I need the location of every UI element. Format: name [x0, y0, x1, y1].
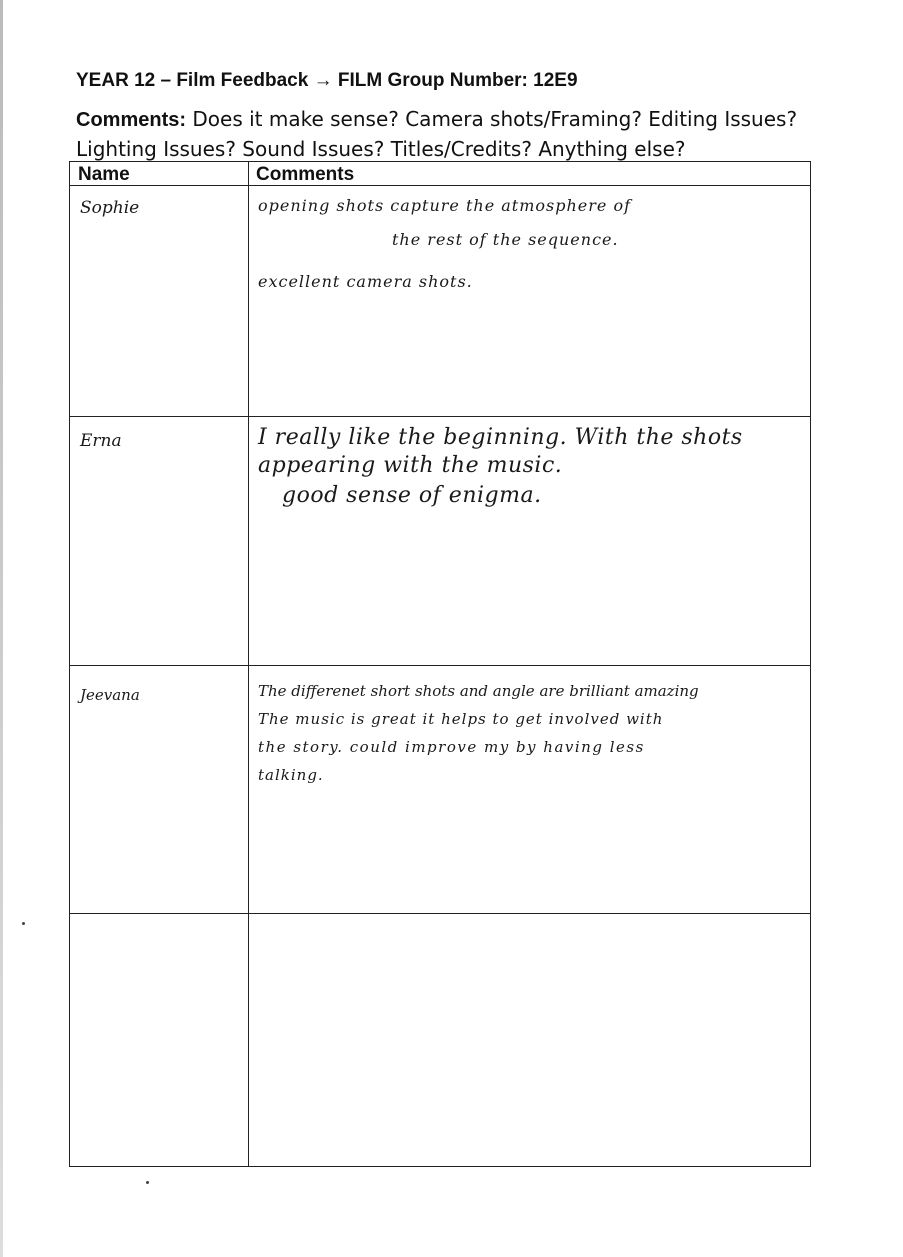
table-row-jeevana [70, 666, 810, 914]
group-number-label: FILM Group Number: 12E [337, 70, 567, 91]
prompt-questions-2: Lighting Issues? Sound Issues? Titles/Credits? Anything else? [76, 137, 686, 161]
comment-line: The music is great it helps to get involved with [258, 710, 664, 728]
header-name: Name [78, 164, 130, 185]
scan-speck [22, 922, 25, 925]
comment-line: opening shots capture the atmosphere of [258, 196, 631, 215]
row-name: Erna [80, 431, 122, 451]
comment-line: the rest of the sequence. [392, 230, 619, 249]
arrow-icon: → [313, 70, 333, 91]
comment-line: I really like the beginning. With the shots [258, 425, 743, 450]
table-row-empty [70, 914, 810, 1166]
comment-line: appearing with the music. [258, 453, 563, 478]
comment-line: The differenet short shots and angle are brilliant amazing [258, 682, 699, 700]
scan-speck [146, 1181, 149, 1184]
row-name: Sophie [80, 198, 140, 218]
comment-line: good sense of enigma. [282, 483, 542, 508]
comment-line: talking. [258, 766, 324, 784]
comment-line: excellent camera shots. [258, 272, 473, 291]
prompt-label: Comments: [76, 109, 187, 131]
page-title [76, 70, 578, 92]
header-comments: Comments [256, 164, 355, 185]
prompt-questions-1: Does it make sense? Camera shots/Framing? Editing Issues? [192, 107, 798, 131]
group-number-handwritten: 9 [566, 70, 578, 91]
prompt-line-1 [76, 107, 797, 132]
title-text: YEAR 12 – Film Feedback [76, 70, 309, 91]
prompt-line-2 [76, 137, 686, 161]
table-header-row [70, 162, 810, 186]
feedback-table [69, 161, 811, 1167]
comment-line: the story. could improve my by having less [258, 738, 645, 756]
table-row-sophie [70, 186, 810, 417]
table-row-erna [70, 417, 810, 666]
page-edge-shadow [0, 0, 3, 1257]
row-name: Jeevana [80, 686, 140, 704]
